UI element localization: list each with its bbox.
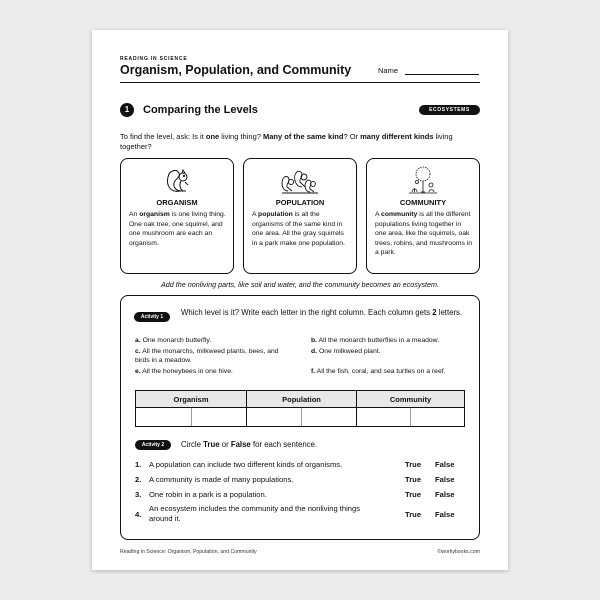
worksheet-kicker: READING IN SCIENCE [120,56,188,62]
topic-tag: ECOSYSTEMS [419,105,480,115]
option-a: a. One monarch butterfly. [135,337,212,344]
card-title: COMMUNITY [399,198,447,207]
column-header-organism: Organism [136,391,246,408]
card-description: A community is all the different populations living together in one area, like the squirrels, oak trees, robins, and mushrooms in a park. [375,211,473,257]
true-option[interactable]: True [405,475,422,484]
level-sort-table [135,390,465,427]
card-title: ORGANISM [156,198,198,207]
statement-2: 2. A community is made of many populations. True False [135,475,455,484]
option-d: d. One milkweed plant. [311,348,381,355]
statement-4: 4. An ecosystem includes the community and the nonliving things around it. True False [135,504,455,523]
answer-cell-organism-1[interactable] [137,409,190,425]
answer-cell-organism-2[interactable] [192,409,245,425]
false-option[interactable]: False [435,490,455,499]
option-e: e. All the honeybees in one hive. [135,368,233,375]
card-description: An organism is one living thing. One oak tree, one squirrel, and one mushroom are each an organism. [129,211,226,247]
section-title: Comparing the Levels [143,104,258,116]
card-title: POPULATION [275,198,325,207]
statement-3: 3. One robin in a park is a population. True False [135,490,455,499]
intro-text: To find the level, ask: Is it one living thing? Many of the same kind? Or many different kinds living together? [120,132,453,151]
name-label: Name [378,66,399,75]
answer-cell-community-1[interactable] [357,409,409,425]
false-option[interactable]: False [435,510,455,519]
statement-1: 1. A population can include two different kinds of organisms. True False [135,460,455,469]
card-population [243,158,357,274]
header-rule [120,82,480,83]
option-c: c. All the monarchs, milkweed plants, bees, and birds in a meadow. [135,348,279,364]
section-number-badge: 1 [120,103,134,117]
false-option[interactable]: False [435,460,455,469]
answer-cell-population-1[interactable] [247,409,300,425]
name-field-line[interactable] [405,74,479,75]
false-option[interactable]: False [435,475,455,484]
card-community [366,158,480,274]
option-f: f. All the fish, coral, and sea turtles on a reef. [311,368,446,375]
answer-cell-population-2[interactable] [302,409,355,425]
community-scene-icon [406,165,440,200]
card-description: A population is all the organisms of the same kind in one area. All the gray squirrels in a park make one population. [252,211,345,247]
activity-1-instructions: Which level is it? Write each letter in the right column. Each column gets 2 letters. [181,308,463,317]
activity-2-instructions: Circle True or False for each sentence. [181,440,318,449]
footer-copyright: ©workybooks.com [437,549,480,555]
true-option[interactable]: True [405,490,422,499]
column-header-community: Community [356,391,464,408]
footer-title: Reading in Science: Organism, Population, and Community [120,549,257,555]
worksheet-page [92,30,508,570]
option-b: b. All the monarch butterflies in a meadow. [311,337,440,344]
ecosystem-note: Add the nonliving parts, like soil and water, and the community becomes an ecosystem. [160,280,440,289]
worksheet-title: Organism, Population, and Community [120,63,352,77]
column-header-population: Population [246,391,356,408]
true-option[interactable]: True [405,460,422,469]
squirrel-icon [160,165,194,200]
true-option[interactable]: True [405,510,422,519]
activity-2-label: Activity 2 [135,440,171,450]
activity-1-label: Activity 1 [134,312,170,322]
answer-cell-community-2[interactable] [411,409,463,425]
squirrels-group-icon [280,165,320,200]
card-organism [120,158,234,274]
